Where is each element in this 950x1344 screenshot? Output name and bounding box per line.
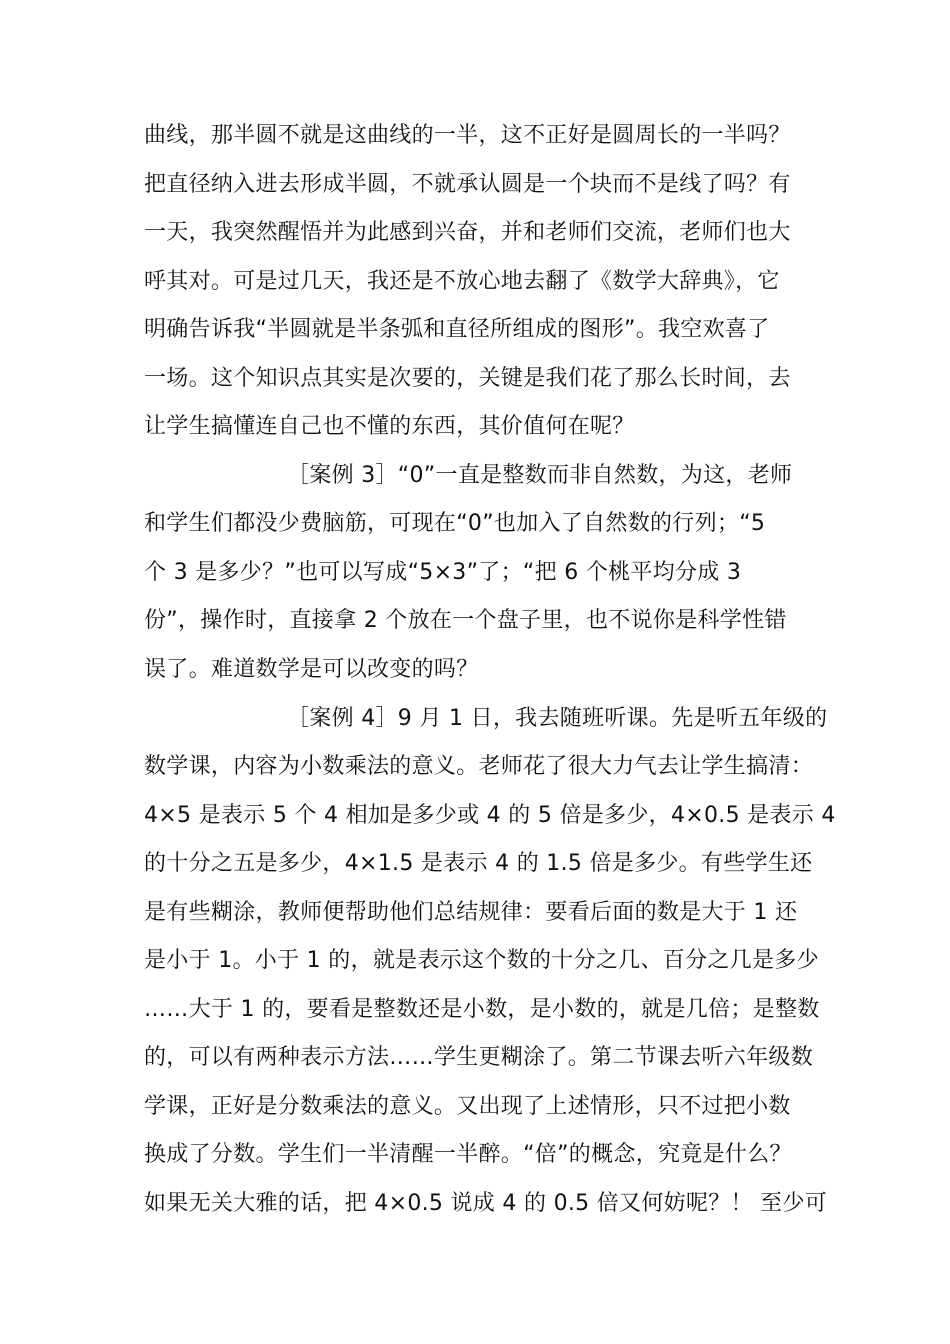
text-line: 的，可以有两种表示方法……学生更糊涂了。第二节课去听六年级数 [144, 1045, 814, 1071]
case-4-heading-line: ［案例 4］9 月 1 日，我去随班听课。先是听五年级的 [287, 705, 828, 731]
text-line: 一场。这个知识点其实是次要的，关键是我们花了那么长时间，去 [144, 365, 791, 391]
text-line: 如果无关大雅的话，把 4×0.5 说成 4 的 0.5 倍又何妨呢？！ 至少可 [144, 1191, 828, 1217]
text-line: ……大于 1 的，要看是整数还是小数，是小数的，就是几倍；是整数 [144, 996, 820, 1022]
case-3-heading-line: ［案例 3］“0”一直是整数而非自然数，为这，老师 [287, 462, 793, 488]
body-text [144, 112, 836, 1229]
text-line: 学课，正好是分数乘法的意义。又出现了上述情形，只不过把小数 [144, 1093, 791, 1119]
text-line: 把直径纳入进去形成半圆，不就承认圆是一个块而不是线了吗？有 [144, 171, 791, 197]
text-line: 和学生们都没少费脑筋，可现在“0”也加入了自然数的行列；“5 [144, 511, 766, 537]
text-line: 4×5 是表示 5 个 4 相加是多少或 4 的 5 倍是多少，4×0.5 是表示 4 [144, 802, 836, 828]
text-line: 换成了分数。学生们一半清醒一半醉。“倍”的概念，究竟是什么？ [144, 1142, 792, 1168]
text-line: 明确告诉我“半圆就是半条弧和直径所组成的图形”。我空欢喜了 [144, 317, 770, 343]
text-line: 是小于 1。小于 1 的，就是表示这个数的十分之几、百分之几是多少 [144, 948, 819, 974]
text-line: 让学生搞懂连自己也不懂的东西，其价值何在呢？ [144, 414, 635, 440]
text-line: 个 3 是多少？”也可以写成“5×3”了；“把 6 个桃平均分成 3 [144, 559, 742, 585]
text-line: 一天，我突然醒悟并为此感到兴奋，并和老师们交流，老师们也大 [144, 220, 791, 246]
text-line: 份”，操作时，直接拿 2 个放在一个盘子里，也不说你是科学性错 [144, 608, 787, 634]
text-line: 误了。难道数学是可以改变的吗？ [144, 657, 479, 683]
text-line: 曲线，那半圆不就是这曲线的一半，这不正好是圆周长的一半吗？ [144, 123, 791, 148]
text-line: 的十分之五是多少，4×1.5 是表示 4 的 1.5 倍是多少。有些学生还 [144, 851, 813, 877]
text-line: 数学课，内容为小数乘法的意义。老师花了很大力气去让学生搞清： [144, 754, 814, 780]
text-line: 呼其对。可是过几天，我还是不放心地去翻了《数学大辞典》，它 [144, 268, 780, 294]
text-line: 是有些糊涂，教师便帮助他们总结规律：要看后面的数是大于 1 还 [144, 899, 798, 925]
